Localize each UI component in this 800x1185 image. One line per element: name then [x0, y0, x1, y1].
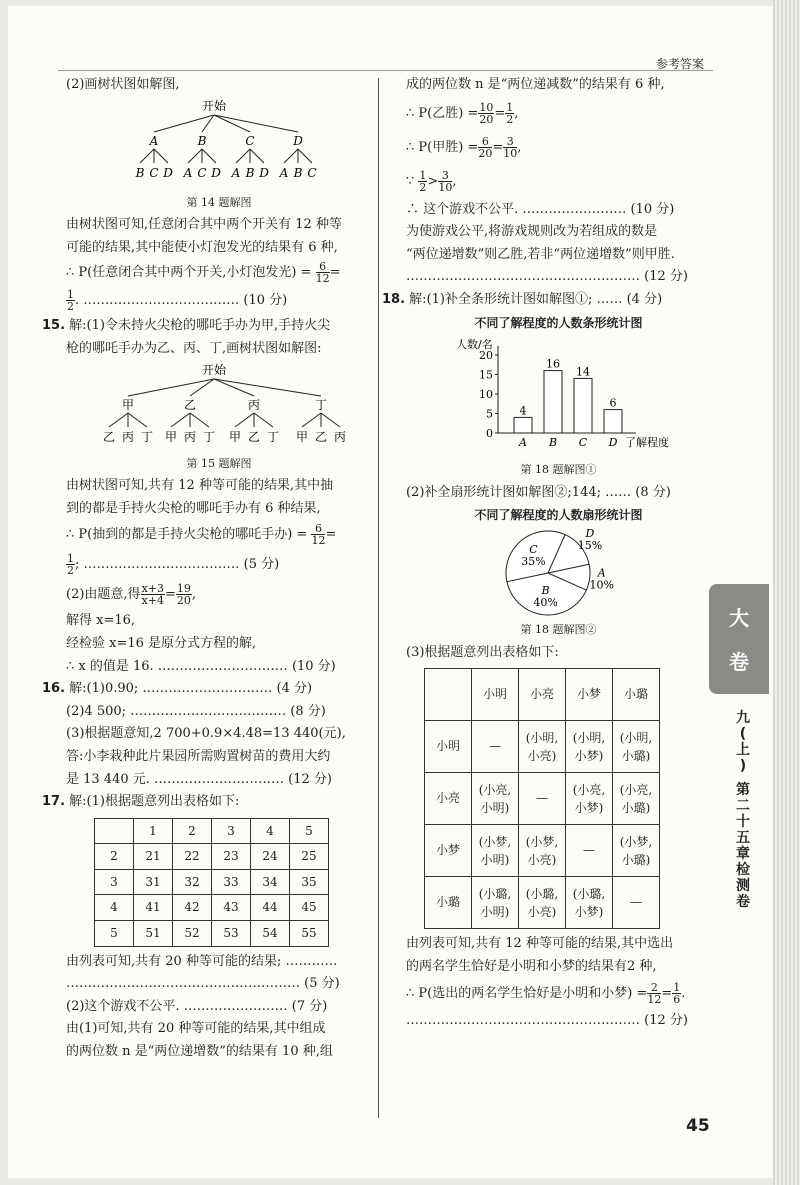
tree14-leaf-BD: D: [211, 165, 221, 180]
column-divider: [378, 78, 379, 1118]
tree15-leaf-乙丁: 丁: [202, 429, 216, 444]
tree14-leaf-AC: C: [149, 165, 159, 180]
table18--cell: 小明: [425, 721, 472, 773]
bar-value-label: 16: [546, 357, 560, 371]
tree14-sub-branch: [298, 149, 312, 163]
side-chapter-label: 九 ( 上 ) 第 二 十 五 章 检 测 卷: [736, 710, 750, 910]
pie-chart-title: 不同了解程度的人数扇形统计图: [474, 508, 643, 523]
table-18: [424, 668, 660, 929]
table17--cell: 53: [212, 921, 251, 947]
book-spine: [773, 0, 800, 1185]
tree15-leaf-丁乙: 乙: [314, 429, 328, 444]
tree14-sub-branch: [236, 149, 250, 163]
q14-probability: ∴ P(任意闭合其中两个开关,小灯泡发光) = $\frac{6}{12}$ =: [66, 260, 341, 286]
tree15-node-乙: 乙: [183, 397, 197, 412]
right-line2: ∴ 这个游戏不公平. …………………… (10 分): [406, 201, 675, 217]
table17--cell: 51: [134, 921, 173, 947]
page-number: 45: [686, 1116, 710, 1136]
table17--row: [95, 895, 329, 921]
right-column: [382, 74, 711, 1033]
tree15-node-丁: 丁: [314, 397, 328, 412]
table18--cell: 小亮: [519, 669, 566, 721]
tree15-leaf-丙乙: 乙: [247, 429, 261, 444]
table17--cell: 3: [95, 869, 134, 895]
right-line5: ……………………………………………… (12 分): [406, 269, 688, 285]
table17--cell: 32: [173, 869, 212, 895]
tree14-leaf-CA: A: [231, 165, 241, 180]
q18-probability: ∴ P(选出的两名学生恰好是小明和小梦) = $\frac{2}{12}$ = $\frac{1}{6}$ .: [406, 981, 686, 1007]
right-line3: 为使游戏公平,将游戏规则改为若组成的数是: [406, 224, 658, 240]
q18-line5: 的两名学生恰好是小明和小梦的结果有2 种,: [406, 958, 657, 974]
tree15-sub-branch: [302, 413, 321, 427]
tree15-caption: 第 15 题解图: [186, 456, 252, 470]
q15-line7: ∴ x 的值是 16. ………………………… (10 分): [66, 658, 336, 674]
table17--cell: 1: [134, 818, 173, 844]
q15-probability: ∴ P(抽到的都是手持火尖枪的哪吒手办) = $\frac{6}{12}$ =: [66, 522, 337, 548]
answer-page: [8, 6, 773, 1178]
tree15-sub-branch: [109, 413, 128, 427]
tree14-branch: [214, 115, 298, 132]
table18--cell: [425, 669, 472, 721]
table18--row: [425, 825, 660, 877]
q17-line2: 由列表可知,共有 20 种等可能的结果; …………: [66, 953, 338, 969]
table17--cell: 41: [134, 895, 173, 921]
table18--cell: (小亮, 小梦): [566, 773, 613, 825]
table18--cell: —: [566, 825, 613, 877]
side-tab-big: 大: [729, 606, 749, 630]
tree15-start: 开始: [201, 362, 227, 377]
table18--cell: 小明: [472, 669, 519, 721]
q18-line4: 由列表可知,共有 12 种等可能的结果,其中选出: [406, 936, 674, 952]
tree14-caption: 第 14 题解图: [186, 195, 252, 209]
tree14-node-B: B: [197, 133, 207, 148]
q14-answer: $\frac{1}{2}$ . ……………………………… (10 分): [67, 288, 288, 314]
tree14-sub-branch: [250, 149, 264, 163]
table17--cell: 24: [251, 844, 290, 870]
bar-C: [574, 379, 592, 434]
bar-category-label: D: [608, 436, 618, 450]
bar-value-label: 14: [576, 365, 590, 379]
table18--cell: (小梦, 小明): [472, 825, 519, 877]
table18--cell: (小梦, 小璐): [613, 825, 660, 877]
tree15-node-丙: 丙: [247, 397, 261, 412]
tree14-leaf-CD: D: [259, 165, 269, 180]
bar-ylabel: 人数/名: [456, 338, 493, 352]
bar-A: [514, 418, 532, 434]
pie-label-B: B: [541, 583, 550, 597]
q15-line3: 由树状图可知,共有 12 种等可能的结果,其中抽: [66, 478, 334, 494]
right-line1: 成的两位数 n 是“两位递减数”的结果有 6 种,: [406, 77, 665, 92]
tree14-leaf-BC: C: [197, 165, 207, 180]
pie-chart: [406, 527, 706, 619]
q15-line2: 枪的哪吒手办为乙、丙、丁,画树状图如解图:: [66, 340, 322, 356]
table17--row: [95, 844, 329, 870]
prob-yi: ∴ P(乙胜) = $\frac{10}{20}$ = $\frac{1}{2}$ ,: [406, 100, 519, 126]
q14-part2: (2)画树状图如解图,: [66, 77, 180, 92]
q15-equation: (2)由题意,得 $\frac{x+3}{x+4}$ = $\frac{19}{20}$ ,: [66, 582, 197, 608]
tree15-node-甲: 甲: [121, 397, 135, 412]
pie-label-A: A: [597, 566, 606, 580]
table17--cell: 44: [251, 895, 290, 921]
pie-label-C: C: [529, 542, 538, 556]
q18-line3: (3)根据题意列出表格如下:: [406, 644, 559, 660]
tree15-sub-branch: [190, 413, 209, 427]
table17--cell: 4: [95, 895, 134, 921]
tree14-node-C: C: [245, 133, 255, 148]
page-header: 参考答案: [656, 57, 705, 71]
table17--cell: 23: [212, 844, 251, 870]
bar-category-label: A: [519, 436, 527, 450]
bar-category-label: B: [548, 436, 558, 450]
bar-category-label: C: [578, 436, 588, 450]
table17--cell: 25: [290, 844, 329, 870]
bar-ytick-label: 5: [486, 407, 493, 421]
tree15-leaf-甲乙: 乙: [102, 429, 116, 444]
tree-diagram-15: [66, 361, 366, 453]
q18-line6: ……………………………………………… (12 分): [406, 1013, 688, 1029]
table18--row: [425, 877, 660, 929]
q17-line1: 17. 解:(1)根据题意列出表格如下:: [42, 794, 240, 810]
q15-line6: 经检验 x=16 是原分式方程的解,: [66, 635, 257, 651]
table18--cell: (小璐, 小梦): [566, 877, 613, 929]
tree15-branch: [214, 379, 321, 396]
table18--cell: (小明, 小梦): [566, 721, 613, 773]
q16-line5: 是 13 440 元. ………………………… (12 分): [66, 771, 332, 787]
q16-line3: (3)根据题意知,2 700+0.9×4.48=13 440(元),: [66, 726, 346, 742]
pie-value-D: 15%: [577, 538, 603, 552]
q17-line6: 的两位数 n 是“两位递增数”的结果有 10 种,组: [66, 1044, 333, 1060]
table18--cell: 小梦: [566, 669, 613, 721]
tree15-leaf-丙丁: 丁: [266, 429, 280, 444]
header-rule: [58, 70, 713, 71]
tree14-node-A: A: [149, 133, 159, 148]
table18--cell: 小璐: [425, 877, 472, 929]
table17--cell: 5: [95, 921, 134, 947]
table18--cell: 小璐: [613, 669, 660, 721]
table18--cell: (小明, 小璐): [613, 721, 660, 773]
tree14-sub-branch: [188, 149, 202, 163]
tree14-leaf-AB: B: [135, 165, 145, 180]
pie-label-D: D: [585, 526, 595, 540]
table-17: [94, 818, 329, 947]
tree15-leaf-丁甲: 甲: [295, 429, 309, 444]
tree15-sub-branch: [321, 413, 340, 427]
bar-value-label: 6: [609, 396, 617, 410]
bar-chart-caption: 第 18 题解图①: [520, 463, 597, 477]
table17--cell: 34: [251, 869, 290, 895]
tree14-sub-branch: [140, 149, 154, 163]
tree14-leaf-DA: A: [279, 165, 289, 180]
table17--row: [95, 818, 329, 844]
table17--cell: 22: [173, 844, 212, 870]
tree15-branch: [214, 379, 254, 396]
tree-diagram-14: [66, 97, 366, 192]
left-column: [42, 74, 372, 1064]
table18--row: [425, 669, 660, 721]
table18--cell: (小亮, 小明): [472, 773, 519, 825]
table17--cell: 33: [212, 869, 251, 895]
q17-line5: 由(1)可知,共有 20 种等可能的结果,其中组成: [66, 1021, 326, 1037]
q16-line2: (2)4 500; ……………………………… (8 分): [66, 703, 326, 719]
table18--cell: (小明, 小亮): [519, 721, 566, 773]
bar-ytick-label: 10: [479, 388, 493, 402]
tree14-sub-branch: [154, 149, 168, 163]
table17--cell: 5: [290, 818, 329, 844]
tree15-leaf-甲丁: 丁: [140, 429, 154, 444]
pie-chart-caption: 第 18 题解图②: [520, 622, 597, 636]
tree15-branch: [128, 379, 214, 396]
tree14-sub-branch: [284, 149, 298, 163]
q15-line5: 解得 x=16,: [66, 613, 136, 629]
tree15-sub-branch: [235, 413, 254, 427]
q16-line1: 16. 解:(1)0.90; ………………………… (4 分): [42, 681, 313, 697]
tree14-branch: [214, 115, 250, 132]
table17--cell: 4: [251, 818, 290, 844]
table17--row: [95, 869, 329, 895]
right-line4: “两位递增数”则乙胜,若非“两位递增数”则甲胜.: [406, 246, 675, 262]
bar-D: [604, 410, 622, 433]
prob-jia: ∴ P(甲胜) = $\frac{6}{20}$ = $\frac{3}{10}$ ,: [406, 134, 522, 160]
bar-value-label: 4: [519, 404, 527, 418]
side-tab: [709, 584, 769, 694]
table18--cell: (小亮, 小璐): [613, 773, 660, 825]
tree15-leaf-乙甲: 甲: [164, 429, 178, 444]
tree14-leaf-AD: D: [163, 165, 173, 180]
q18-line2: (2)补全扇形统计图如解图②;144; …… (8 分): [406, 484, 671, 500]
pie-value-C: 35%: [521, 554, 546, 568]
table18--row: [425, 773, 660, 825]
pie-value-B: 40%: [533, 595, 558, 609]
tree14-leaf-DB: B: [293, 165, 303, 180]
table17--cell: 35: [290, 869, 329, 895]
tree14-leaf-BA: A: [183, 165, 193, 180]
table17--cell: 21: [134, 844, 173, 870]
q18-line1: 18. 解:(1)补全条形统计图如解图①; …… (4 分): [382, 291, 663, 307]
tree15-leaf-乙丙: 丙: [183, 429, 197, 444]
tree14-node-D: D: [293, 133, 303, 148]
table18--cell: —: [472, 721, 519, 773]
table17--cell: 54: [251, 921, 290, 947]
tree14-start: 开始: [201, 98, 227, 113]
pie-value-A: 10%: [589, 578, 614, 592]
bar-B: [544, 371, 562, 433]
tree14-branch: [154, 115, 214, 132]
table17--cell: 42: [173, 895, 212, 921]
side-tab-small: 卷: [729, 650, 749, 674]
table17--cell: 31: [134, 869, 173, 895]
tree15-sub-branch: [254, 413, 273, 427]
tree14-leaf-DC: C: [307, 165, 317, 180]
bar-ytick-label: 15: [479, 368, 493, 382]
table18--cell: —: [613, 877, 660, 929]
table17--cell: 45: [290, 895, 329, 921]
table18--cell: (小梦, 小亮): [519, 825, 566, 877]
tree15-leaf-丁丙: 丙: [333, 429, 347, 444]
tree14-leaf-CB: B: [245, 165, 255, 180]
table17--cell: 3: [212, 818, 251, 844]
q16-line4: 答:小李栽种此片果园所需购置树苗的费用大约: [66, 748, 331, 764]
table17--cell: [95, 818, 134, 844]
bar-chart-title: 不同了解程度的人数条形统计图: [474, 315, 643, 330]
prob-compare: ∵ $\frac{1}{2}$ > $\frac{3}{10}$ ,: [406, 168, 457, 194]
q14-line2: 可能的结果,其中能使小灯泡发光的结果有 6 种,: [66, 239, 338, 255]
bar-ytick-label: 0: [486, 427, 493, 441]
q15-line4: 到的都是手持火尖枪的哪吒手办有 6 种结果,: [66, 500, 321, 516]
tree15-leaf-丙甲: 甲: [228, 429, 242, 444]
table18--row: [425, 721, 660, 773]
table17--cell: 43: [212, 895, 251, 921]
tree14-sub-branch: [202, 149, 216, 163]
tree15-leaf-甲丙: 丙: [121, 429, 135, 444]
tree15-sub-branch: [128, 413, 147, 427]
table18--cell: 小梦: [425, 825, 472, 877]
table17--cell: 2: [173, 818, 212, 844]
q17-line4: (2)这个游戏不公平. …………………… (7 分): [66, 998, 328, 1014]
q15-answer1: $\frac{1}{2}$ ; ……………………………… (5 分): [67, 552, 280, 578]
bar-xlabel: 了解程度: [625, 436, 669, 450]
q14-line1: 由树状图可知,任意闭合其中两个开关有 12 种等: [66, 217, 342, 233]
bar-chart: [406, 334, 706, 459]
tree15-sub-branch: [171, 413, 190, 427]
table17--row: [95, 921, 329, 947]
table18--cell: 小亮: [425, 773, 472, 825]
q17-line3: ……………………………………………… (5 分): [66, 976, 340, 992]
q15-line1: 15. 解:(1)令未持火尖枪的哪吒手办为甲,手持火尖: [42, 318, 331, 334]
table18--cell: (小璐, 小亮): [519, 877, 566, 929]
bar-ytick-label: 20: [479, 349, 493, 363]
table17--cell: 55: [290, 921, 329, 947]
table17--cell: 2: [95, 844, 134, 870]
table18--cell: (小璐, 小明): [472, 877, 519, 929]
table18--cell: —: [519, 773, 566, 825]
table17--cell: 52: [173, 921, 212, 947]
